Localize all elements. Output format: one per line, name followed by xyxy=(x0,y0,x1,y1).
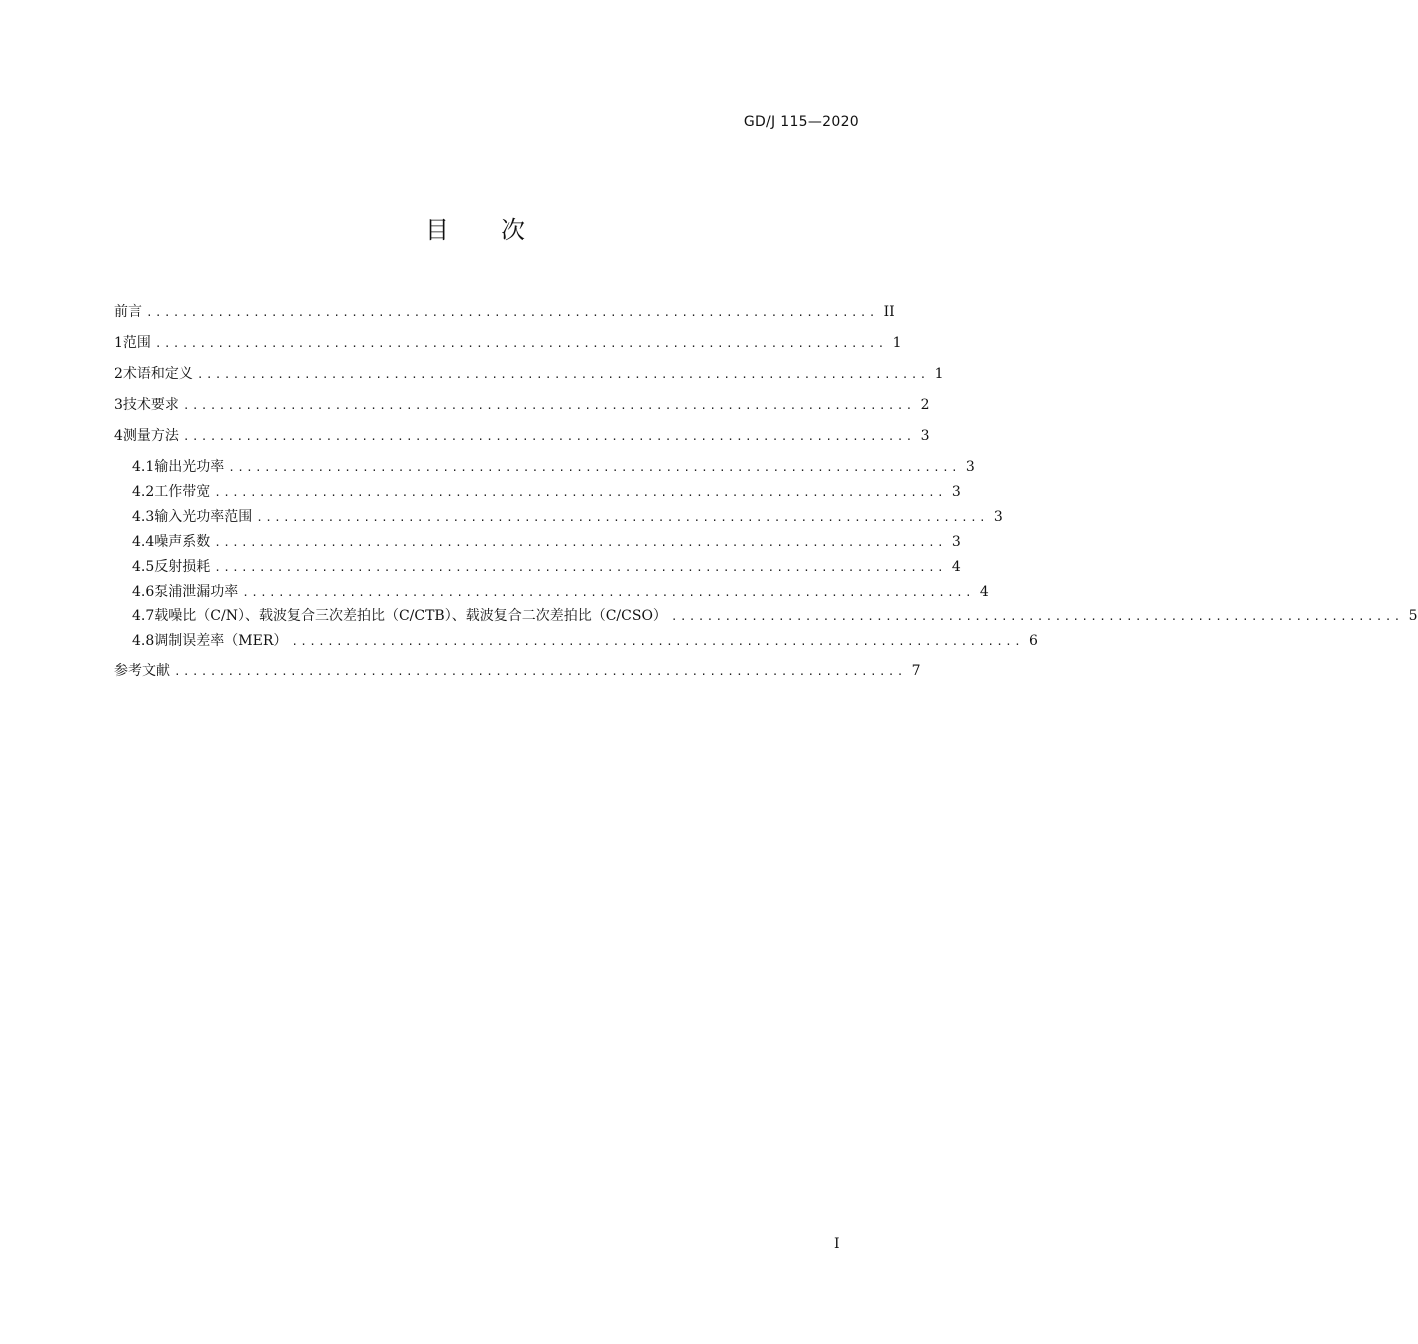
toc-leader: .................................................................................. xyxy=(182,399,915,412)
toc-entry-3[interactable] xyxy=(114,394,930,416)
toc-page-number: 3 xyxy=(965,459,975,475)
toc-leader: .................................................................................. xyxy=(291,635,1024,648)
toc-label: 泵浦泄漏功率 xyxy=(154,584,239,600)
toc-page-number: 2 xyxy=(920,397,930,413)
toc-label: 范围 xyxy=(122,335,151,351)
toc-leader: .................................................................................. xyxy=(174,665,906,678)
toc-label: 输入光功率范围 xyxy=(154,509,253,525)
toc-leader: .................................................................................. xyxy=(182,430,915,443)
toc-page-number: II xyxy=(883,304,895,320)
toc-label: 工作带宽 xyxy=(154,484,211,500)
toc-label: 载噪比（C/N）、载波复合三次差拍比（C/CTB）、载波复合二次差拍比（C/CSO） xyxy=(154,608,667,624)
toc-entry-4-4[interactable] xyxy=(132,531,961,553)
toc-page-number: 4 xyxy=(979,584,989,600)
toc-number: 4 xyxy=(114,428,123,444)
toc-number: 2 xyxy=(114,366,123,382)
toc-number: 1 xyxy=(114,335,123,351)
toc-number: 4.2 xyxy=(132,484,155,500)
toc-number: 4.5 xyxy=(132,559,155,575)
toc-number: 4.6 xyxy=(132,584,155,600)
toc-entry-references[interactable] xyxy=(114,660,921,682)
toc-entry-foreword[interactable] xyxy=(114,301,895,323)
toc-leader: .................................................................................. xyxy=(256,511,988,524)
toc-entry-4-1[interactable] xyxy=(132,456,975,478)
toc-leader: .................................................................................. xyxy=(146,306,878,319)
toc-number: 4.8 xyxy=(132,633,155,649)
toc-label: 前言 xyxy=(114,304,142,320)
toc-leader: .................................................................................. xyxy=(214,536,946,549)
toc-entry-4-7[interactable] xyxy=(132,605,1418,627)
toc-page-number: 1 xyxy=(892,335,902,351)
toc-label: 反射损耗 xyxy=(154,559,211,575)
toc-number: 4.3 xyxy=(132,509,155,525)
toc-entry-4[interactable] xyxy=(114,425,930,447)
toc-page-number: 6 xyxy=(1029,633,1038,649)
toc-entry-4-2[interactable] xyxy=(132,481,961,503)
title-char-1: 目 xyxy=(425,216,449,244)
title-char-2: 次 xyxy=(501,216,525,244)
toc-leader: .................................................................................. xyxy=(196,368,929,381)
standard-code: GD/J 115—2020 xyxy=(743,114,859,130)
toc-entry-4-3[interactable] xyxy=(132,506,1003,528)
toc-leader: .................................................................................. xyxy=(242,586,974,599)
toc-page-number: 1 xyxy=(934,366,944,382)
toc-entry-4-6[interactable] xyxy=(132,581,989,603)
toc-page-number: 3 xyxy=(993,509,1003,525)
toc-leader: .................................................................................. xyxy=(214,561,946,574)
toc-entry-4-8[interactable] xyxy=(132,630,1038,652)
toc-entry-1[interactable] xyxy=(114,332,902,354)
toc-leader: .................................................................................. xyxy=(214,486,946,499)
toc-leader: .................................................................................. xyxy=(154,337,887,350)
toc-page-number: 4 xyxy=(951,559,961,575)
toc-label: 噪声系数 xyxy=(154,534,211,550)
toc-page-number: 3 xyxy=(920,428,930,444)
page-title xyxy=(0,210,950,245)
toc-label: 技术要求 xyxy=(122,397,179,413)
toc-label: 参考文献 xyxy=(114,663,170,679)
toc-number: 4.7 xyxy=(132,608,155,624)
toc-page-number: 7 xyxy=(911,663,921,679)
toc-number: 4.1 xyxy=(132,459,155,475)
toc-label: 术语和定义 xyxy=(122,366,193,382)
toc-page-number: 3 xyxy=(951,484,961,500)
toc-number: 4.4 xyxy=(132,534,155,550)
toc-leader: .................................................................................. xyxy=(670,610,1403,623)
toc-page-number: 5 xyxy=(1408,608,1418,624)
toc-label: 测量方法 xyxy=(122,428,179,444)
toc-number: 3 xyxy=(114,397,123,413)
footer-page-number: I xyxy=(834,1236,840,1252)
toc-entry-4-5[interactable] xyxy=(132,556,961,578)
toc-leader: .................................................................................. xyxy=(228,461,960,474)
toc-entry-2[interactable] xyxy=(114,363,944,385)
toc-label: 输出光功率 xyxy=(154,459,225,475)
toc-page-number: 3 xyxy=(951,534,961,550)
toc-label: 调制误差率（MER） xyxy=(154,633,288,649)
